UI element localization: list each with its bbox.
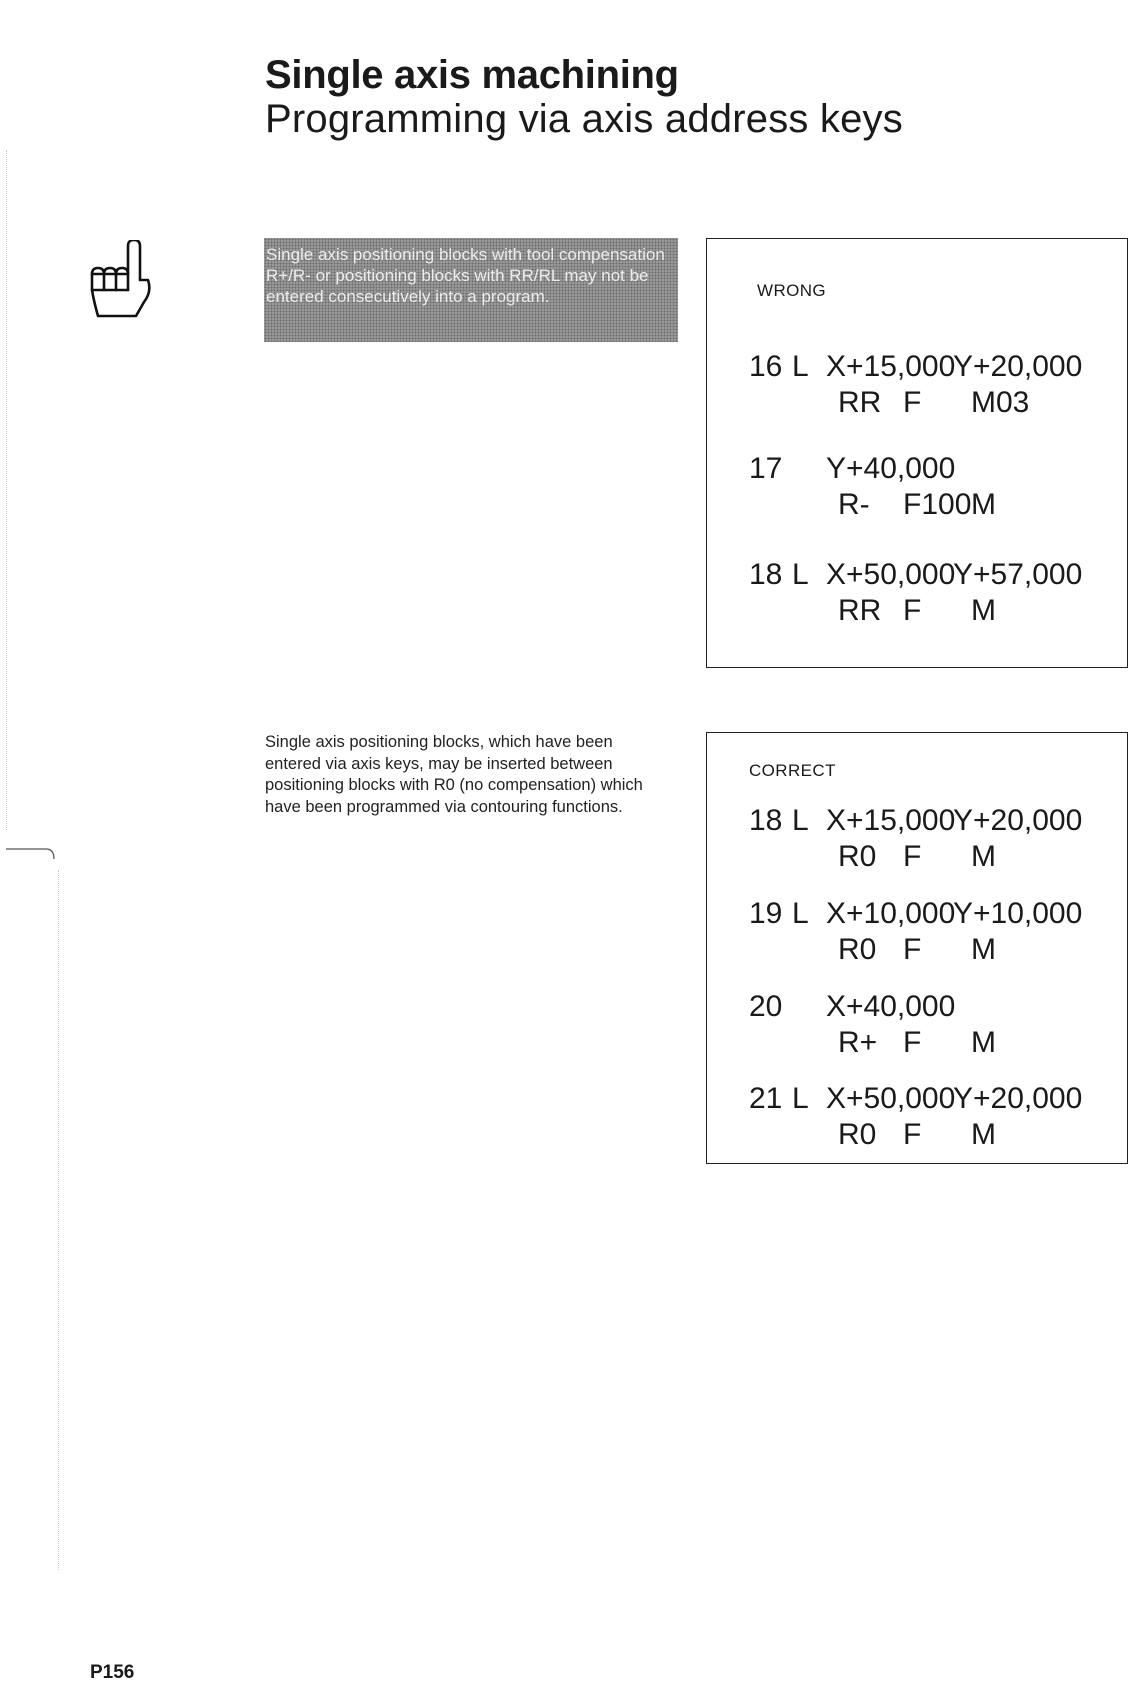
block-misc: M (971, 594, 996, 627)
block-feed: F (903, 1026, 922, 1059)
block-number: 17 (749, 452, 783, 485)
block-feed: F (903, 594, 922, 627)
block-feed: F (903, 840, 922, 873)
margin-corner-mark (6, 845, 56, 863)
wrong-example-box (706, 238, 1128, 668)
block-radius-comp: R0 (838, 840, 877, 873)
block-radius-comp: R+ (838, 1026, 878, 1059)
block-number: 18 (749, 804, 783, 837)
block-x: X+50,000 (826, 1082, 956, 1115)
explanation-text: Single axis positioning blocks, which have been entered via axis keys, may be inserted between positioning blocks with R0 (no compensation) which have been programmed via contouring functions. (265, 733, 643, 816)
block-number: 20 (749, 990, 783, 1023)
block-radius-comp: R0 (838, 933, 877, 966)
program-block (707, 451, 1127, 525)
block-number: 16 (749, 350, 783, 383)
block-x: X+15,000 (826, 350, 956, 383)
block-y: Y+10,000 (953, 897, 1083, 930)
program-block (707, 803, 1127, 877)
block-feed: F (903, 1118, 922, 1151)
correct-label: CORRECT (749, 761, 836, 780)
block-type: L (792, 804, 809, 837)
page-subtitle: Programming via axis address keys (265, 97, 903, 141)
block-radius-comp: R- (838, 488, 870, 521)
program-block (707, 349, 1127, 423)
block-y: Y+57,000 (953, 558, 1083, 591)
block-x: X+10,000 (826, 897, 956, 930)
block-x: Y+40,000 (826, 452, 956, 485)
block-number: 21 (749, 1082, 783, 1115)
block-feed: F (903, 386, 922, 419)
block-type: L (792, 897, 809, 930)
page-title: Single axis machining (265, 53, 679, 97)
block-type: L (792, 1082, 809, 1115)
warning-note-text: Single axis positioning blocks with tool compensation R+/R- or positioning blocks with RR/RL may not be entered consecutively into a program. (266, 245, 665, 306)
page-number: P156 (90, 1662, 135, 1683)
block-number: 18 (749, 558, 783, 591)
block-x: X+40,000 (826, 990, 956, 1023)
pointing-hand-icon (82, 240, 152, 320)
block-type: L (792, 558, 809, 591)
block-misc: M (971, 933, 996, 966)
correct-example-box (706, 732, 1128, 1164)
block-misc: M03 (971, 386, 1030, 419)
block-radius-comp: RR (838, 594, 882, 627)
block-radius-comp: R0 (838, 1118, 877, 1151)
block-number: 19 (749, 897, 783, 930)
block-y: Y+20,000 (953, 1082, 1083, 1115)
block-y: Y+20,000 (953, 350, 1083, 383)
wrong-label: WRONG (757, 281, 827, 300)
block-feed: F100 (903, 488, 972, 521)
block-misc: M (971, 1118, 996, 1151)
block-x: X+50,000 (826, 558, 956, 591)
block-radius-comp: RR (838, 386, 882, 419)
block-y: Y+20,000 (953, 804, 1083, 837)
program-block (707, 557, 1127, 631)
block-misc: M (971, 488, 996, 521)
block-x: X+15,000 (826, 804, 956, 837)
block-type: L (792, 350, 809, 383)
program-block (707, 989, 1127, 1063)
program-block (707, 1081, 1127, 1155)
block-misc: M (971, 840, 996, 873)
block-misc: M (971, 1026, 996, 1059)
program-block (707, 896, 1127, 970)
block-feed: F (903, 933, 922, 966)
